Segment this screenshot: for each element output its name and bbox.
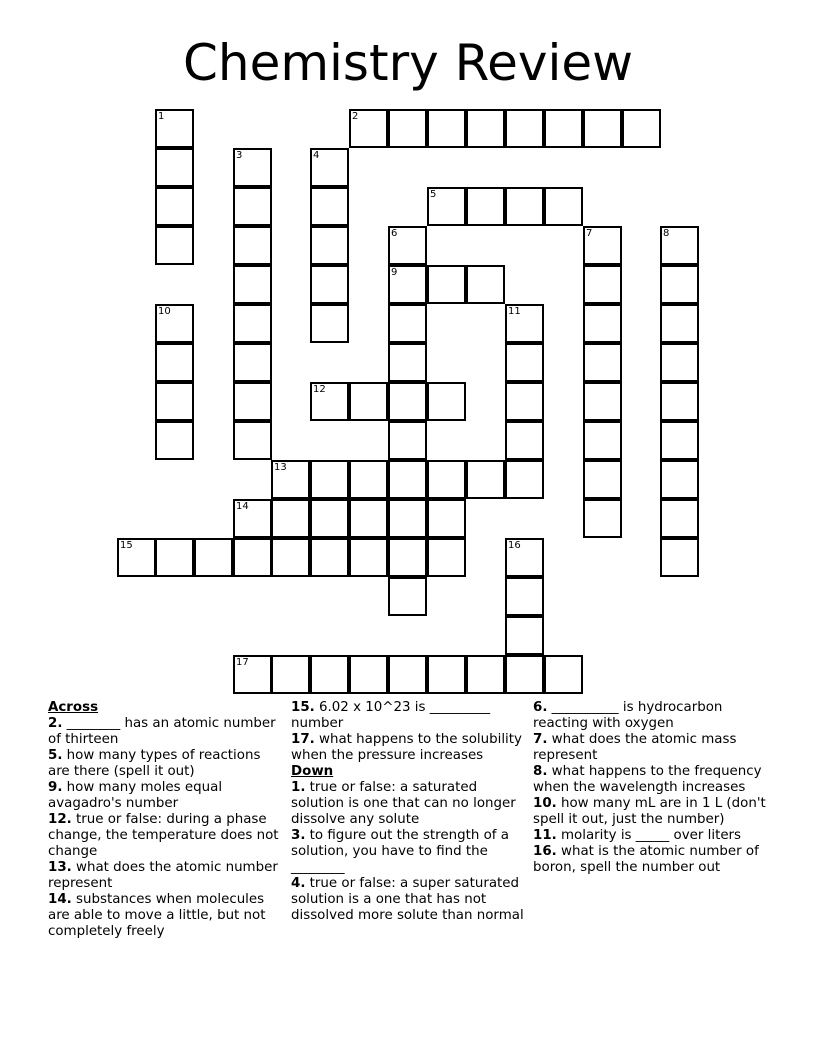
clues-column-1 — [48, 700, 284, 940]
grid-cell[interactable] — [505, 382, 544, 421]
grid-cell[interactable] — [233, 343, 272, 382]
clue-number: 9 — [391, 267, 398, 278]
across-clue-list-continued — [291, 700, 527, 764]
grid-cell[interactable] — [388, 460, 427, 499]
clue-number: 5. — [48, 748, 63, 763]
down-heading: Down — [291, 764, 334, 779]
clue-number: 12 — [313, 384, 326, 395]
clue-item — [291, 828, 527, 876]
across-clue-list — [48, 716, 284, 940]
clue-number: 9. — [48, 780, 63, 795]
grid-cell[interactable] — [466, 460, 505, 499]
clue-number: 16 — [508, 540, 521, 551]
grid-cell[interactable] — [544, 109, 583, 148]
grid-cell[interactable] — [660, 343, 699, 382]
clue-number: 7. — [533, 732, 548, 747]
grid-cell[interactable] — [117, 538, 156, 577]
grid-cell[interactable] — [271, 655, 310, 694]
grid-cell[interactable] — [466, 655, 505, 694]
clue-number: 11 — [508, 306, 521, 317]
grid-cell[interactable] — [583, 421, 622, 460]
grid-cell[interactable] — [233, 499, 272, 538]
grid-cell[interactable] — [583, 109, 622, 148]
grid-cell[interactable] — [388, 421, 427, 460]
clue-number: 17 — [236, 657, 249, 668]
grid-cell[interactable] — [310, 304, 349, 343]
grid-cell[interactable] — [427, 265, 466, 304]
clue-number: 8 — [663, 228, 670, 239]
grid-cell[interactable] — [660, 265, 699, 304]
grid-cell[interactable] — [660, 382, 699, 421]
clue-item — [533, 844, 769, 876]
grid-cell[interactable] — [233, 187, 272, 226]
grid-cell[interactable] — [310, 226, 349, 265]
down-clue-list — [291, 780, 527, 924]
clue-item — [291, 732, 527, 764]
clue-item — [48, 892, 284, 940]
clue-number: 13. — [48, 860, 72, 875]
grid-cell[interactable] — [660, 304, 699, 343]
grid-cell[interactable] — [349, 109, 388, 148]
clue-number: 3. — [291, 828, 306, 843]
grid-cell[interactable] — [505, 304, 544, 343]
grid-cell[interactable] — [660, 421, 699, 460]
grid-cell[interactable] — [388, 382, 427, 421]
grid-cell[interactable] — [544, 187, 583, 226]
grid-cell[interactable] — [155, 343, 194, 382]
grid-cell[interactable] — [388, 538, 427, 577]
grid-cell[interactable] — [155, 148, 194, 187]
grid-cell[interactable] — [155, 538, 194, 577]
clue-text: __________ is hydrocarbon reacting with oxygen — [533, 700, 723, 731]
clue-text: what does the atomic number represent — [48, 860, 278, 891]
grid-cell[interactable] — [466, 265, 505, 304]
grid-cell[interactable] — [505, 421, 544, 460]
grid-cell[interactable] — [505, 538, 544, 577]
clue-number: 2 — [352, 111, 359, 122]
grid-cell[interactable] — [505, 577, 544, 616]
clue-number: 11. — [533, 828, 557, 843]
grid-cell[interactable] — [583, 499, 622, 538]
grid-cell[interactable] — [349, 655, 388, 694]
grid-cell[interactable] — [233, 265, 272, 304]
grid-cell[interactable] — [544, 655, 583, 694]
grid-cell[interactable] — [233, 538, 272, 577]
grid-cell[interactable] — [194, 538, 233, 577]
clue-item — [533, 828, 769, 844]
grid-cell[interactable] — [310, 382, 349, 421]
page-title: Chemistry Review — [182, 34, 634, 92]
clue-number: 12. — [48, 812, 72, 827]
grid-cell[interactable] — [505, 616, 544, 655]
clue-number: 8. — [533, 764, 548, 779]
clue-item — [291, 700, 527, 732]
grid-cell[interactable] — [660, 499, 699, 538]
clue-text: true or false: a super saturated solution is a one that has not dissolved more solute than normal — [291, 876, 524, 923]
grid-cell[interactable] — [388, 577, 427, 616]
grid-cell[interactable] — [660, 538, 699, 577]
clue-number: 3 — [236, 150, 243, 161]
grid-cell[interactable] — [583, 226, 622, 265]
clue-number: 10 — [158, 306, 171, 317]
grid-cell[interactable] — [155, 304, 194, 343]
grid-cell[interactable] — [505, 343, 544, 382]
grid-cell[interactable] — [427, 655, 466, 694]
clues-column-3 — [533, 700, 769, 876]
clue-number: 16. — [533, 844, 557, 859]
clue-item — [48, 748, 284, 780]
clue-number: 4 — [313, 150, 320, 161]
grid-cell[interactable] — [505, 655, 544, 694]
grid-cell[interactable] — [583, 265, 622, 304]
grid-cell[interactable] — [505, 187, 544, 226]
clue-number: 4. — [291, 876, 306, 891]
grid-cell[interactable] — [622, 109, 661, 148]
grid-cell[interactable] — [427, 538, 466, 577]
clue-item — [48, 812, 284, 860]
across-heading: Across — [48, 700, 99, 715]
grid-cell[interactable] — [233, 148, 272, 187]
grid-cell[interactable] — [505, 460, 544, 499]
clue-number: 5 — [430, 189, 437, 200]
grid-cell[interactable] — [310, 655, 349, 694]
clue-item — [533, 796, 769, 828]
grid-cell[interactable] — [233, 226, 272, 265]
grid-cell[interactable] — [271, 538, 310, 577]
grid-cell[interactable] — [466, 187, 505, 226]
grid-cell[interactable] — [271, 460, 310, 499]
clue-item — [533, 700, 769, 732]
grid-cell[interactable] — [427, 109, 466, 148]
clue-text: 6.02 x 10^23 is _________ number — [291, 700, 491, 731]
clue-number: 14 — [236, 501, 249, 512]
clue-number: 6. — [533, 700, 548, 715]
clue-text: molarity is _____ over liters — [561, 828, 742, 843]
grid-cell[interactable] — [310, 538, 349, 577]
grid-cell[interactable] — [505, 109, 544, 148]
clue-item — [291, 780, 527, 828]
clue-text: what does the atomic mass represent — [533, 732, 737, 763]
clue-number: 10. — [533, 796, 557, 811]
grid-cell[interactable] — [388, 226, 427, 265]
grid-cell[interactable] — [427, 460, 466, 499]
clue-text: what is the atomic number of boron, spell the number out — [533, 844, 759, 875]
grid-cell[interactable] — [388, 265, 427, 304]
grid-cell[interactable] — [660, 460, 699, 499]
grid-cell[interactable] — [583, 343, 622, 382]
clue-item — [48, 780, 284, 812]
clue-number: 1 — [158, 111, 165, 122]
grid-cell[interactable] — [349, 460, 388, 499]
grid-cell[interactable] — [155, 187, 194, 226]
clue-text: to figure out the strength of a solution, you have to find the ________ — [291, 828, 509, 875]
clue-number: 17. — [291, 732, 315, 747]
grid-cell[interactable] — [427, 187, 466, 226]
grid-cell[interactable] — [388, 304, 427, 343]
grid-cell[interactable] — [310, 148, 349, 187]
clue-text: what happens to the solubility when the pressure increases — [291, 732, 522, 763]
grid-cell[interactable] — [310, 187, 349, 226]
clue-item — [291, 876, 527, 924]
clue-item — [533, 764, 769, 796]
grid-cell[interactable] — [466, 109, 505, 148]
grid-cell[interactable] — [388, 343, 427, 382]
grid-cell[interactable] — [155, 382, 194, 421]
grid-cell[interactable] — [660, 226, 699, 265]
grid-cell[interactable] — [583, 382, 622, 421]
clue-item — [48, 860, 284, 892]
clue-number: 15 — [120, 540, 133, 551]
grid-cell[interactable] — [310, 265, 349, 304]
clue-text: true or false: a saturated solution is one that can no longer dissolve any solute — [291, 780, 516, 827]
clue-number: 14. — [48, 892, 72, 907]
grid-cell[interactable] — [310, 499, 349, 538]
grid-cell[interactable] — [427, 499, 466, 538]
clue-number: 1. — [291, 780, 306, 795]
clue-text: how many mL are in 1 L (don't spell it out, just the number) — [533, 796, 766, 827]
grid-cell[interactable] — [310, 460, 349, 499]
clue-item — [48, 716, 284, 748]
clue-text: how many moles equal avagadro's number — [48, 780, 223, 811]
clue-text: what happens to the frequency when the wavelength increases — [533, 764, 762, 795]
clue-text: substances when molecules are able to move a little, but not completely freely — [48, 892, 266, 939]
grid-cell[interactable] — [155, 226, 194, 265]
clue-text: ________ has an atomic number of thirteen — [48, 716, 276, 747]
grid-cell[interactable] — [233, 421, 272, 460]
clue-number: 6 — [391, 228, 398, 239]
grid-cell[interactable] — [583, 304, 622, 343]
clue-number: 7 — [586, 228, 593, 239]
grid-cell[interactable] — [155, 421, 194, 460]
grid-cell[interactable] — [427, 382, 466, 421]
grid-cell[interactable] — [271, 499, 310, 538]
clues-column-2 — [291, 700, 527, 924]
grid-cell[interactable] — [388, 109, 427, 148]
grid-cell[interactable] — [349, 538, 388, 577]
clue-text: how many types of reactions are there (spell it out) — [48, 748, 261, 779]
grid-cell[interactable] — [388, 655, 427, 694]
grid-cell[interactable] — [583, 460, 622, 499]
grid-cell[interactable] — [388, 499, 427, 538]
grid-cell[interactable] — [233, 382, 272, 421]
grid-cell[interactable] — [349, 499, 388, 538]
grid-cell[interactable] — [233, 304, 272, 343]
clue-number: 13 — [274, 462, 287, 473]
clue-text: true or false: during a phase change, the temperature does not change — [48, 812, 279, 859]
grid-cell[interactable] — [155, 109, 194, 148]
down-clue-list-continued — [533, 700, 769, 876]
clue-number: 2. — [48, 716, 63, 731]
clue-number: 15. — [291, 700, 315, 715]
grid-cell[interactable] — [349, 382, 388, 421]
clue-item — [533, 732, 769, 764]
grid-cell[interactable] — [233, 655, 272, 694]
